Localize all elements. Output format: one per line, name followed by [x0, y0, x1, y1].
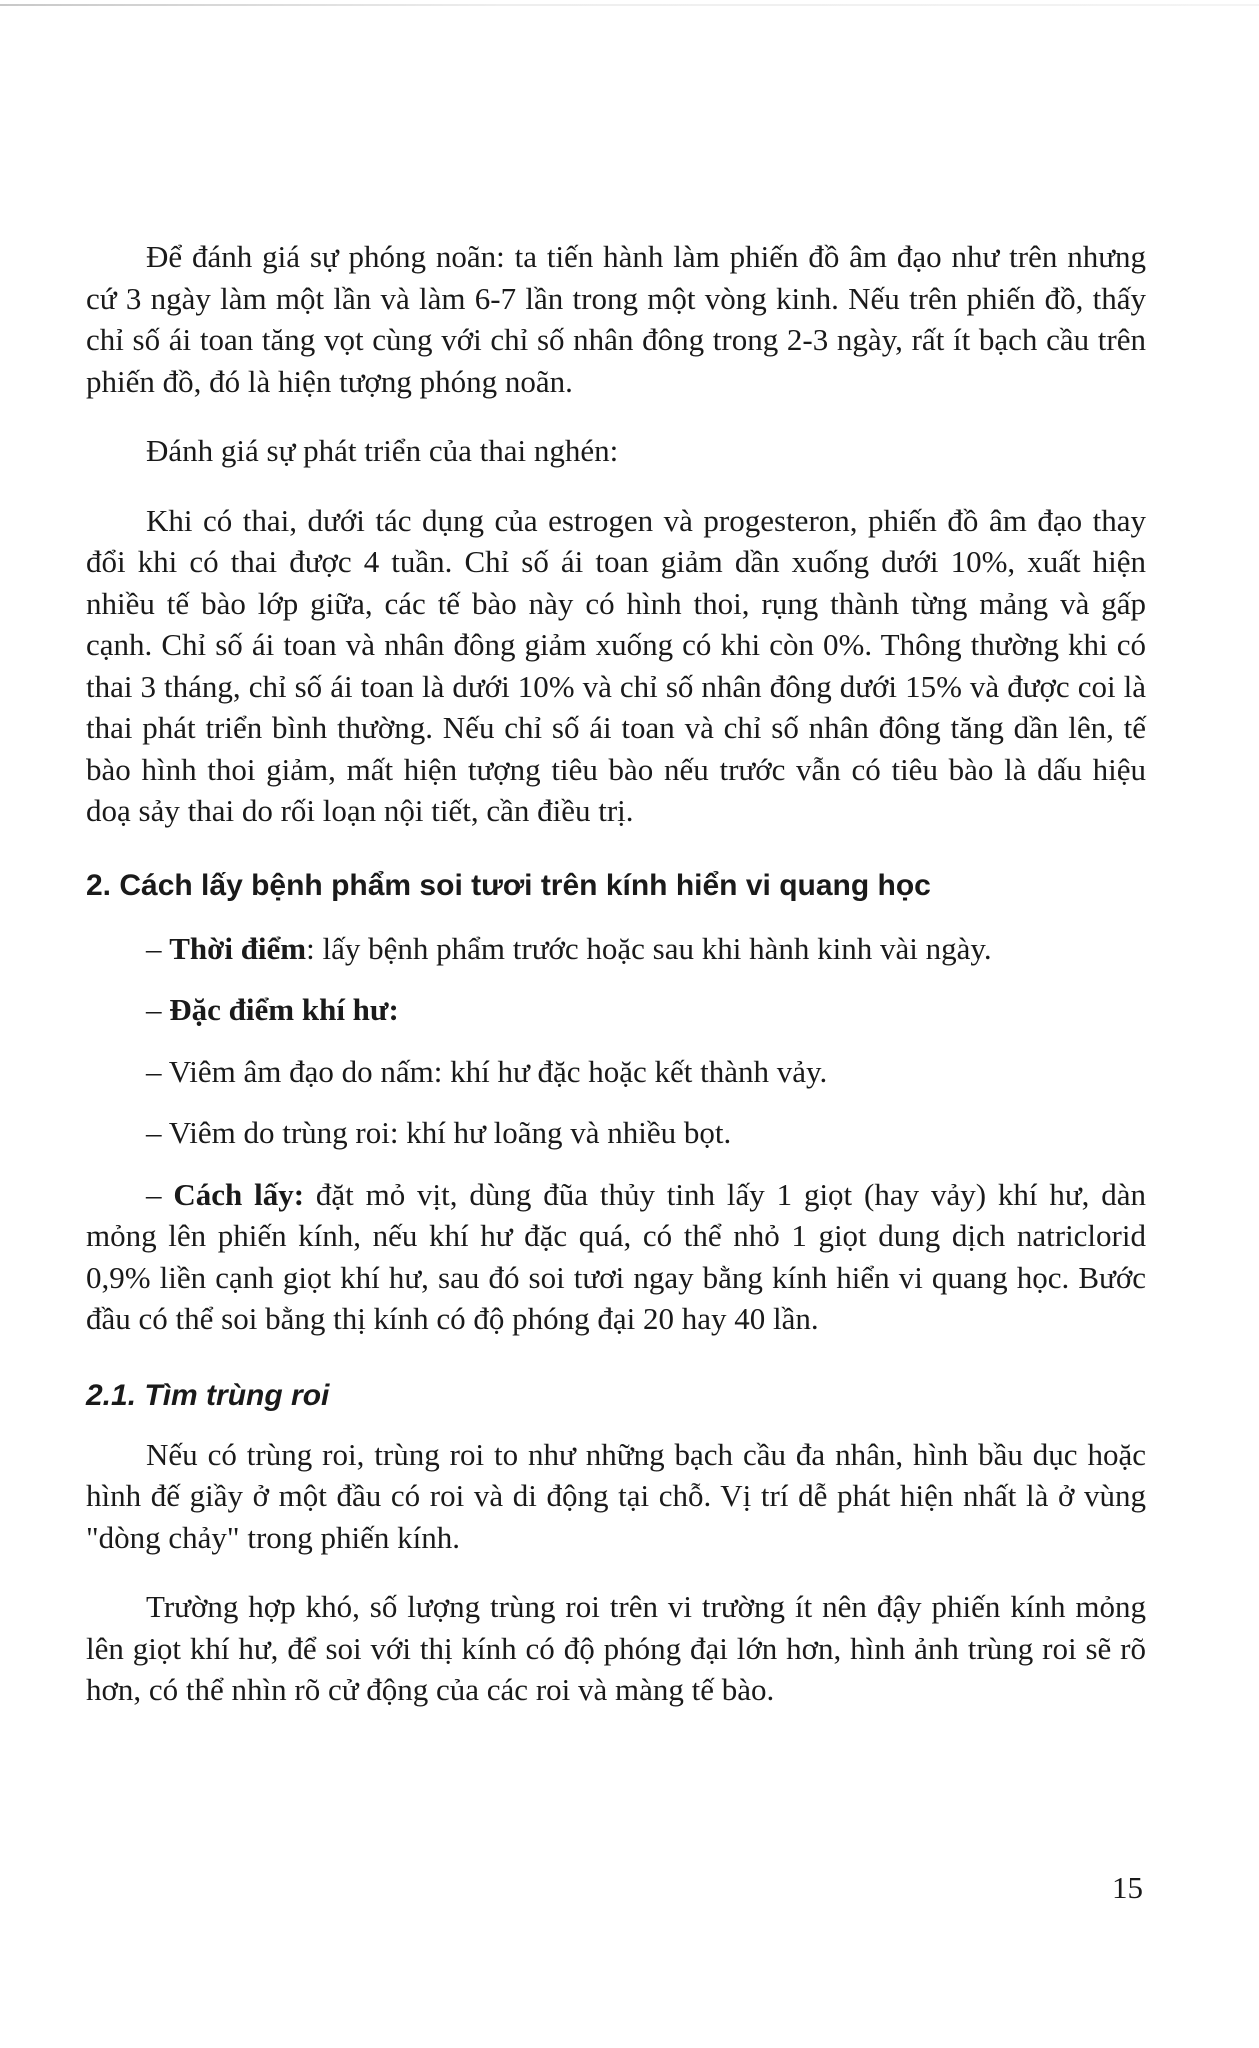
item-label: Cách lấy: [173, 1176, 305, 1212]
paragraph-trichomonas-difficult: Trường hợp khó, số lượng trùng roi trên vi trường ít nên đậy phiến kính mỏng lên giọt khí hư, để soi với thị kính có độ phóng đại lớn hơn, hình ảnh trùng roi sẽ rõ hơn, có thể nhìn rõ cử động của các roi và màng tế bào. [86, 1589, 1146, 1707]
dash-bullet: – [146, 1115, 162, 1150]
item-text: đặt mỏ vịt, dùng đũa thủy tinh lấy 1 giọt (hay vảy) khí hư, dàn mỏng lên phiến kính, nếu khí hư đặc quá, có thể nhỏ 1 giọt dung dịch natriclorid 0,9% liền cạnh giọt khí hư, sau đó soi tươi ngay bằng kính hiển vi quang học. Bước đầu có thể soi bằng thị kính có độ phóng đại 20 hay 40 lần. [86, 1176, 1147, 1336]
list-item-method [86, 1174, 1146, 1340]
dash-bullet: – [146, 1176, 162, 1212]
section-2-1-heading: 2.1. Tìm trùng roi [86, 1378, 330, 1412]
list-item-discharge-features [86, 989, 1146, 1031]
dash-bullet: – [146, 1053, 162, 1089]
item-label: Thời điểm [169, 930, 307, 966]
dash-bullet: – [146, 930, 162, 966]
paragraph-ovulation: Để đánh giá sự phóng noãn: ta tiến hành làm phiến đồ âm đạo như trên nhưng cứ 3 ngày làm một lần và làm 6-7 lần trong một vòng kinh. Nếu trên phiến đồ, thấy chỉ số ái toan tăng vọt cùng với chỉ số nhân đông trong 2-3 ngày, rất ít bạch cầu trên phiến đồ, đó là hiện tượng phóng noãn. [86, 239, 1146, 399]
paragraph-pregnancy-title: Đánh giá sự phát triển của thai nghén: [146, 433, 619, 468]
paragraph-trichomonas-find: Nếu có trùng roi, trùng roi to như những bạch cầu đa nhân, hình bầu dục hoặc hình đế giầy ở một đầu có roi và di động tại chỗ. Vị trí dễ phát hiện nhất là ở vùng "dòng chảy" trong phiến kính. [86, 1436, 1146, 1555]
item-text: Viêm âm đạo do nấm: khí hư đặc hoặc kết thành vảy. [168, 1053, 828, 1089]
page-body [86, 236, 1146, 1739]
item-text: : lấy bệnh phẩm trước hoặc sau khi hành kinh vài ngày. [306, 930, 992, 966]
section-2-heading: 2. Cách lấy bệnh phẩm soi tươi trên kính hiển vi quang học [86, 868, 931, 902]
item-label: Đặc điểm khí hư: [169, 992, 399, 1027]
page-number: 15 [1112, 1870, 1143, 1905]
list-item-trichomonas [86, 1112, 1146, 1154]
dash-bullet: – [146, 992, 162, 1027]
list-item-fungal [86, 1051, 1146, 1093]
top-edge-rule [0, 4, 1259, 6]
list-item-timing [86, 928, 1146, 970]
item-text: Viêm do trùng roi: khí hư loãng và nhiều bọt. [168, 1115, 732, 1150]
paragraph-pregnancy: Khi có thai, dưới tác dụng của estrogen và progesteron, phiến đồ âm đạo thay đổi khi có thai được 4 tuần. Chỉ số ái toan giảm dần xuống dưới 10%, xuất hiện nhiều tế bào lớp giữa, các tế bào này có hình thoi, rụng thành từng mảng và gấp cạnh. Chỉ số ái toan và nhân đông giảm xuống có khi còn 0%. Thông thường khi có thai 3 tháng, chỉ số ái toan là dưới 10% và chỉ số nhân đông dưới 15% và được coi là thai phát triển bình thường. Nếu chỉ số ái toan và chỉ số nhân đông tăng dần lên, tế bào hình thoi giảm, mất hiện tượng tiêu bào nếu trước vẫn có tiêu bào là dấu hiệu doạ sảy thai do rối loạn nội tiết, cần điều trị. [86, 502, 1146, 828]
